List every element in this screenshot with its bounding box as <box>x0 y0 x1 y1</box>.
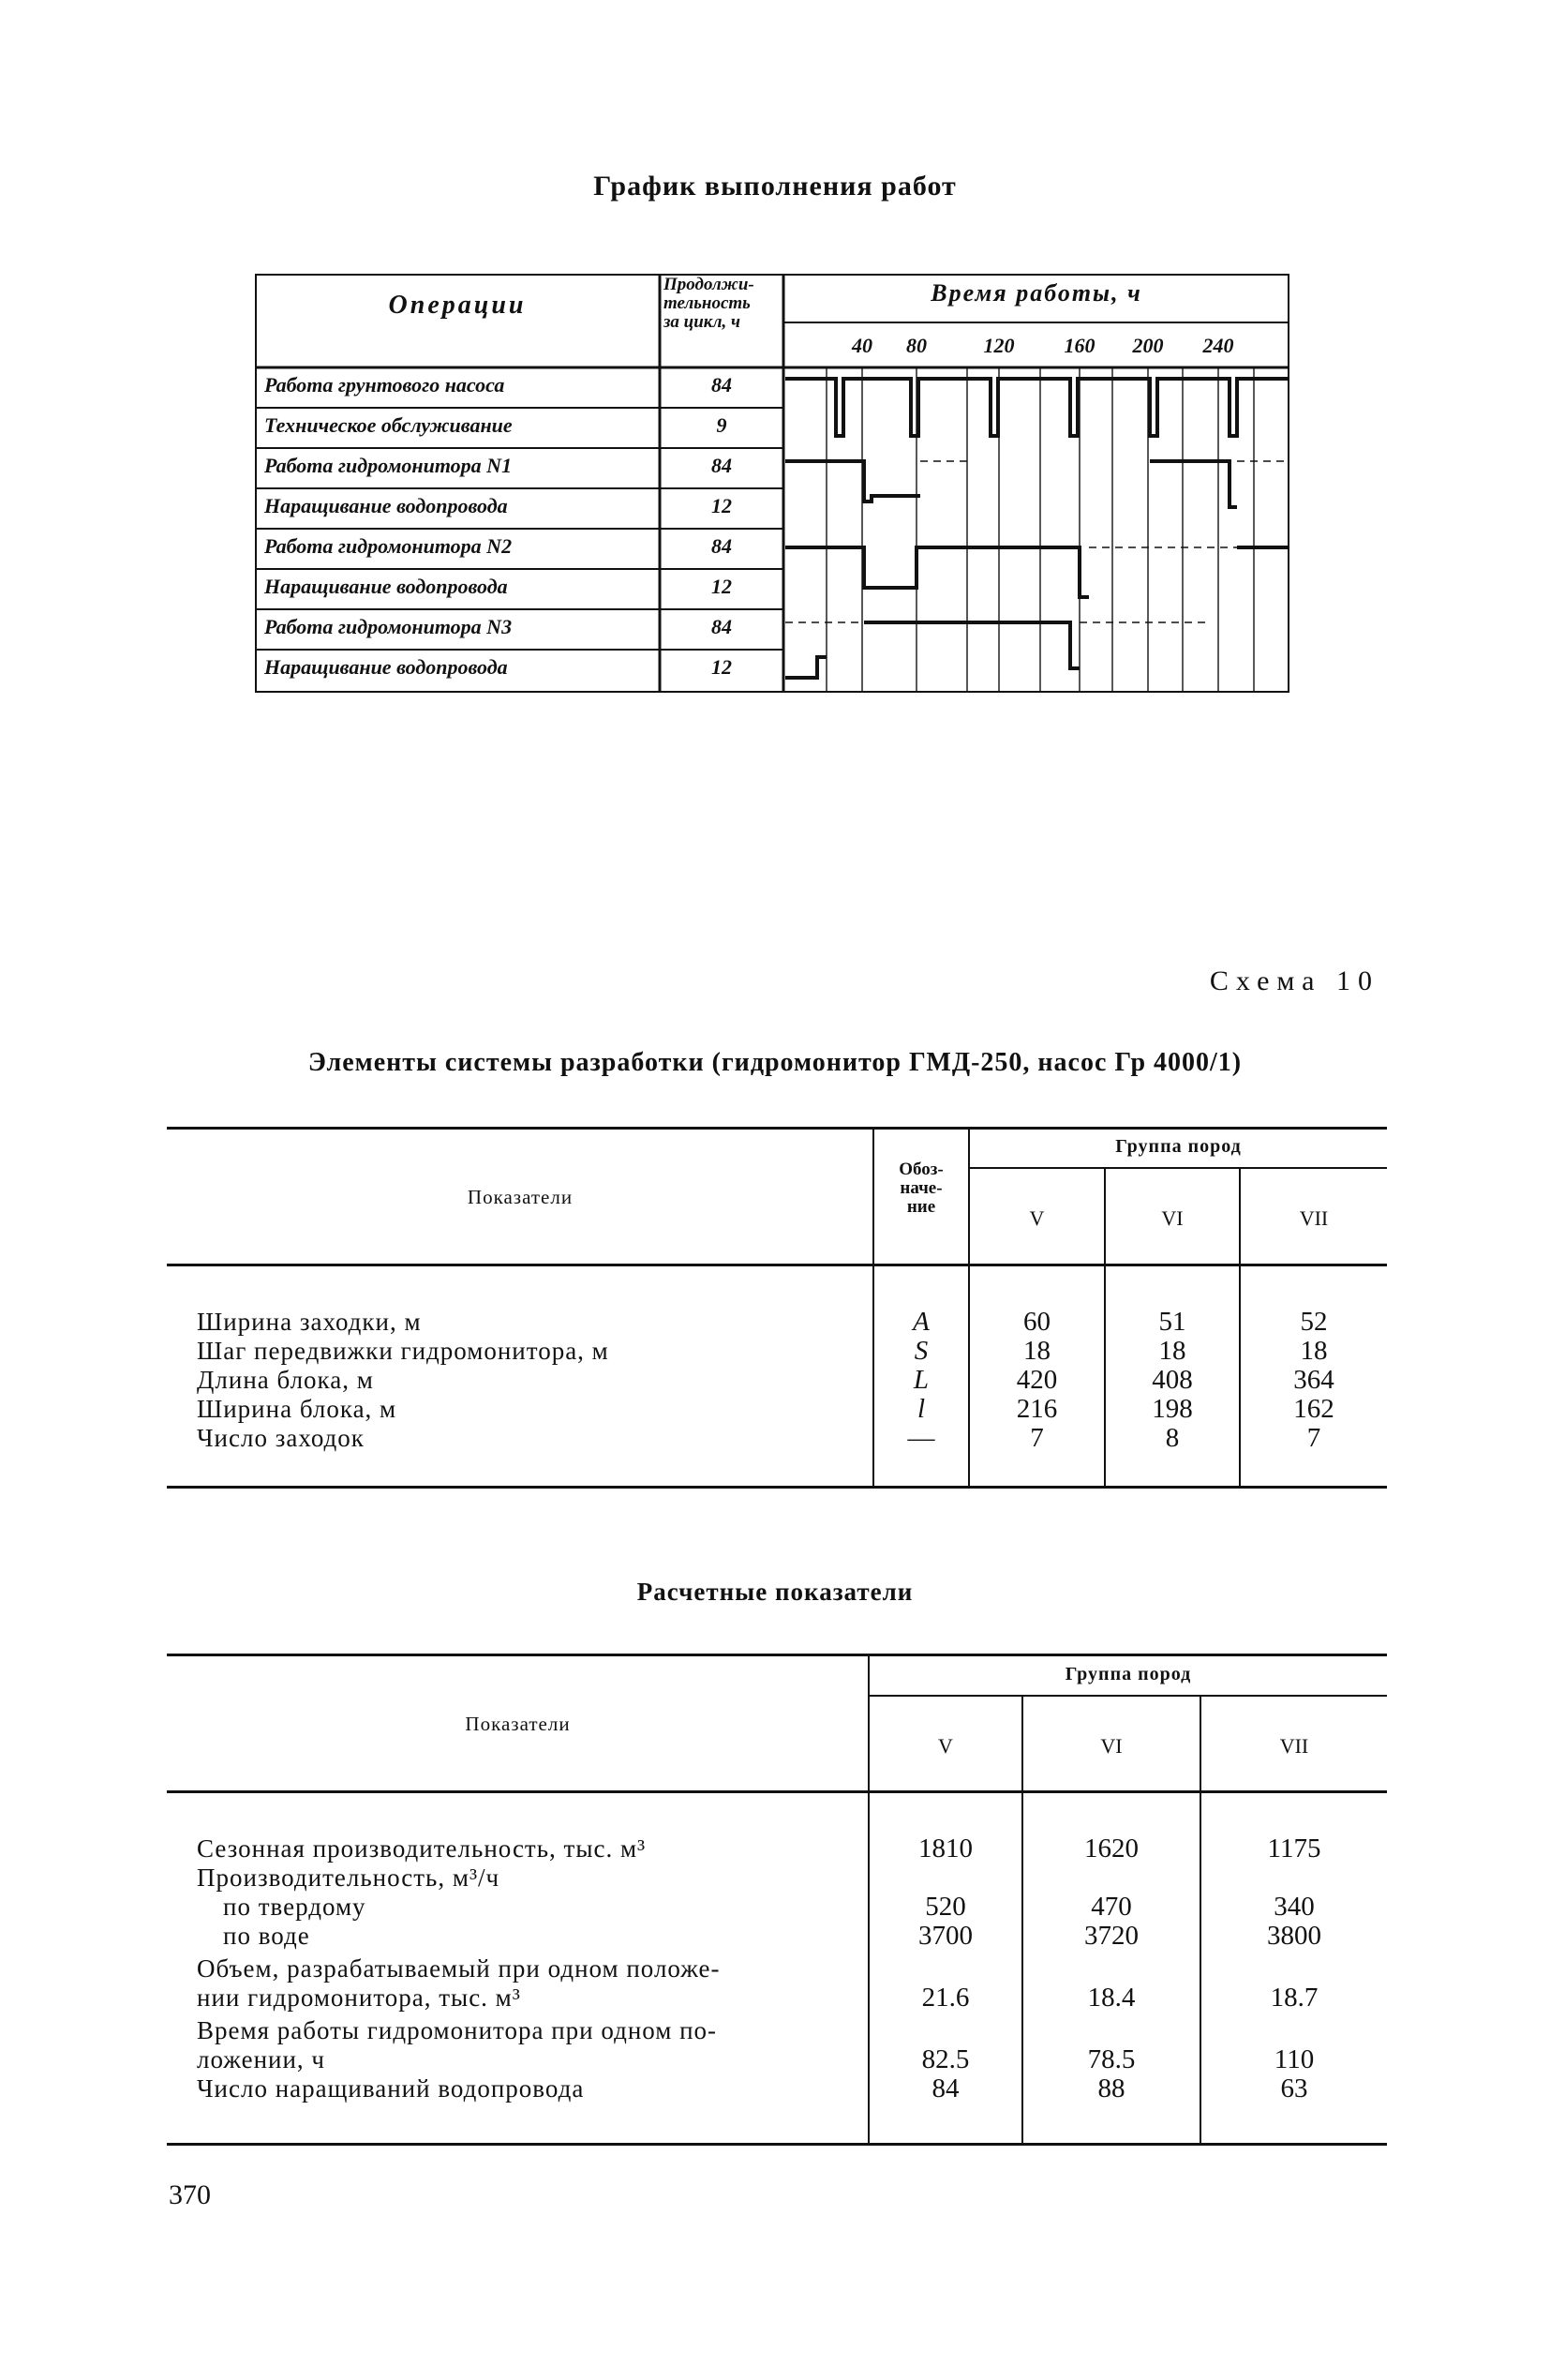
table2-row-label: по воде <box>223 1922 310 1950</box>
table1-symbol: L <box>913 1365 930 1395</box>
table1-title: Элементы системы разработки (гидромонитор ГМД-250, насос Гр 4000/1) <box>307 1048 1243 1077</box>
table2-cell: 1175 <box>1267 1834 1321 1864</box>
table2-row-label: Время работы гидромонитора при одном по- <box>197 2016 718 2044</box>
table2-row-label: Объем, разрабатываемый при одном положе- <box>197 1954 721 1983</box>
table1-group-v: V <box>1029 1206 1045 1230</box>
table1-row-label: Ширина блока, м <box>197 1395 397 1423</box>
table1-cell: 52 <box>1300 1307 1328 1337</box>
table2-cell: 470 <box>1091 1892 1132 1922</box>
table2-row-label: Число наращиваний водопровода <box>197 2074 585 2103</box>
scheme-label: Схема 10 <box>1209 965 1379 996</box>
table1-cell: 364 <box>1293 1365 1334 1395</box>
gantt-operation: Наращивание водопровода <box>264 494 508 517</box>
table2-row-label: по твердому <box>223 1893 366 1921</box>
table1-col-indicator: Показатели <box>467 1186 574 1208</box>
gantt-header-duration-line: за цикл, ч <box>663 312 741 332</box>
table1-col-group: Группа пород <box>1115 1136 1242 1157</box>
table2-col-indicator: Показатели <box>465 1713 571 1735</box>
table2-top-rule <box>167 1654 1387 1656</box>
table2-group-vii: VII <box>1279 1734 1309 1758</box>
page-number: 370 <box>169 2179 211 2210</box>
table2-group-rule <box>870 1695 1387 1697</box>
table1-col-symbol-line: наче- <box>900 1178 943 1198</box>
table2-title: Расчетные показатели <box>636 1578 914 1606</box>
gantt-header-duration-line: Продолжи- <box>663 275 754 294</box>
gantt-duration: 84 <box>711 534 732 558</box>
gantt-duration: 84 <box>711 454 732 477</box>
gantt-operation: Работа грунтового насоса <box>264 373 505 397</box>
gantt-duration: 9 <box>716 413 727 437</box>
table1-cell: 408 <box>1152 1365 1193 1395</box>
table1-cell: 18 <box>1023 1336 1051 1366</box>
gantt-duration: 84 <box>711 615 732 638</box>
table1-cell: 7 <box>1306 1423 1321 1453</box>
table2-cell: 78.5 <box>1087 2044 1136 2074</box>
table2-cell: 3700 <box>918 1921 973 1951</box>
table1-symbol: A <box>913 1307 930 1337</box>
table1-row-label: Ширина заходки, м <box>197 1308 422 1336</box>
table2-row-label: ложении, ч <box>197 2045 326 2073</box>
table2-cell: 1810 <box>918 1834 973 1864</box>
table2-cell: 21.6 <box>921 1983 970 2013</box>
gantt-duration: 12 <box>711 494 732 517</box>
gantt-duration: 12 <box>711 655 732 679</box>
gantt-operation: Работа гидромонитора N3 <box>264 615 513 638</box>
gantt-duration: 84 <box>711 373 732 397</box>
table1-symbol: S <box>914 1336 929 1366</box>
table2-cell: 1620 <box>1084 1834 1139 1864</box>
gantt-operation: Наращивание водопровода <box>264 575 508 598</box>
gantt-header-operations: Операции <box>388 291 527 320</box>
table2-group-v: V <box>938 1734 953 1758</box>
gantt-tick: 40 <box>852 334 872 357</box>
gantt-title: График выполнения работ <box>593 171 957 202</box>
gantt-operation: Наращивание водопровода <box>264 655 508 679</box>
table1-cell: 216 <box>1016 1394 1058 1424</box>
table1-group-vi: VI <box>1161 1206 1184 1230</box>
table2-bottom-rule <box>167 2143 1387 2146</box>
table2-cell: 63 <box>1280 2073 1308 2103</box>
table1-cell: 7 <box>1030 1423 1044 1453</box>
table1-row-label: Шаг передвижки гидромонитора, м <box>197 1337 609 1365</box>
gantt-header-duration-line: тельность <box>663 293 751 313</box>
table2-cell: 18.7 <box>1270 1983 1319 2013</box>
table1-cell: 18 <box>1158 1336 1186 1366</box>
table2-cell: 3720 <box>1084 1921 1139 1951</box>
gantt-operation: Работа гидромонитора N1 <box>264 454 513 477</box>
table1-col-symbol-line: ние <box>906 1197 936 1217</box>
table2-cell: 520 <box>925 1892 966 1922</box>
table1-symbol: — <box>907 1423 935 1453</box>
gantt-operation: Техническое обслуживание <box>264 413 513 437</box>
table2-group-vi: VI <box>1100 1734 1123 1758</box>
table1-cell: 162 <box>1293 1394 1334 1424</box>
table2-header-rule <box>167 1790 1387 1793</box>
table2-col-group: Группа пород <box>1065 1664 1192 1684</box>
table2-cell: 340 <box>1274 1892 1315 1922</box>
table1-row-label: Длина блока, м <box>197 1366 374 1394</box>
table2-cell: 3800 <box>1267 1921 1321 1951</box>
table2-row-label: Производительность, м³/ч <box>197 1864 500 1892</box>
table2-row-label: Сезонная производительность, тыс. м³ <box>197 1834 647 1863</box>
table2-cell: 110 <box>1274 2044 1315 2074</box>
gantt-tick: 240 <box>1202 334 1234 357</box>
table1-group-vii: VII <box>1299 1206 1329 1230</box>
gantt-duration: 12 <box>711 575 732 598</box>
table1-cell: 198 <box>1152 1394 1193 1424</box>
gantt-tick: 120 <box>983 334 1015 357</box>
table1-cell: 18 <box>1300 1336 1328 1366</box>
gantt-tick: 80 <box>906 334 927 357</box>
table2-row-label: нии гидромонитора, тыс. м³ <box>197 1983 521 2012</box>
table2-cell: 82.5 <box>921 2044 970 2074</box>
table1-col-symbol-line: Обоз- <box>899 1160 944 1179</box>
table1-symbol: l <box>917 1394 926 1424</box>
gantt-operation: Работа гидромонитора N2 <box>264 534 513 558</box>
table2-cell: 84 <box>931 2073 960 2103</box>
table1-cell: 8 <box>1165 1423 1180 1453</box>
table1-cell: 51 <box>1158 1307 1186 1337</box>
table1-cell: 420 <box>1016 1365 1058 1395</box>
table1-cell: 60 <box>1023 1307 1051 1337</box>
table2-cell: 18.4 <box>1087 1983 1136 2013</box>
table1-row-label: Число заходок <box>197 1424 365 1452</box>
gantt-header-time: Время работы, ч <box>931 279 1142 307</box>
table2-cell: 88 <box>1097 2073 1125 2103</box>
gantt-tick: 200 <box>1132 334 1164 357</box>
gantt-tick: 160 <box>1064 334 1095 357</box>
